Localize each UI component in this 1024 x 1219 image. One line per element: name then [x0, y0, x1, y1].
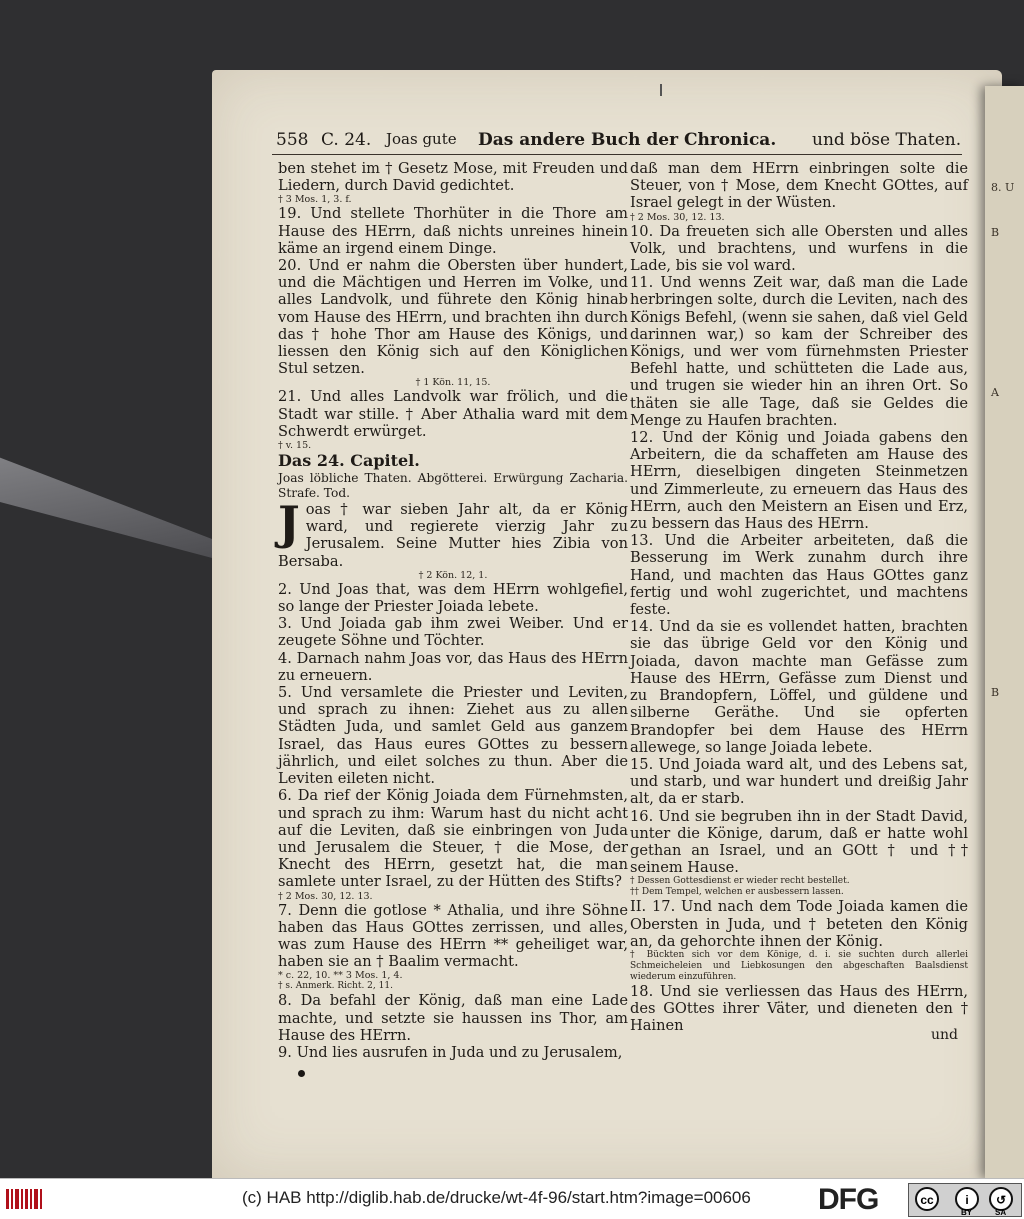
verse-9: 9. Und lies ausrufen in Juda und zu Jerusalem, [278, 1043, 623, 1061]
verse-16: 16. Und sie begruben ihn in der Stadt David, unter die Könige, darum, daß er hatte wohl gethan an Israel, und an GOtt † und †† seinem Hause. [630, 807, 968, 877]
verse-6: 6. Da rief der König Joiada dem Fürnehmsten, und sprach zu ihm: Warum hast du nicht acht auf die Leviten, daß sie einbringen von Juda und Jerusalem die Steuer, † die Mose, der Knecht des HErrn, gesetzt hat, die man samlete unter Israel, zu der Hütten des Stifts? [278, 787, 628, 891]
footnote-text: † Bückten sich vor dem Könige, d. i. sie suchten durch allerlei Schmeicheleien und Liebkosungen den abgeschaften Baalsdienst wiederum einzuführen. [630, 949, 968, 982]
verse-20: 20. Und er nahm die Obersten über hundert, und die Mächtigen und Herren im Volke, und alles Landvolk, und führete den König hinab vom Hause des HErrn, und brachten ihn durch das † hohe Thor am Hause des Königs, und liessen den König sich auf den Königlichen Stul setzen. [278, 257, 628, 378]
center-running-title: Das andere Buch der Chronica. [478, 130, 777, 150]
verse-text: daß man dem HErrn einbringen solte die Steuer, von † Mose, dem Knecht GOttes, auf Israel gelegt in der Wüsten. [630, 160, 968, 212]
verse-14: 14. Und da sie es vollendet hatten, brachten sie das übrige Geld vor den König und Joiada, davon machte man Gefässe zum Hause des HErrn, Gefässe zum Dienst und zu Brandopfern, Löffel, und güldene und silberne Geräthe. Und sie opferten Brandopfer bei dem Hause des HErrn allewege, so lange Joiada lebete. [630, 618, 968, 756]
share-alike-icon: ↺ [989, 1187, 1013, 1211]
ink-dot [298, 1070, 305, 1077]
right-running-title: und böse Thaten. [812, 130, 962, 150]
copyright-link[interactable]: (c) HAB http://diglib.hab.de/drucke/wt-4f-96/start.htm?image=00606 [242, 1188, 751, 1207]
verse-10: 10. Da freueten sich alle Obersten und alles Volk, und brachtens, und wurfens in die Lade, bis sie vol ward. [630, 222, 968, 275]
footnote-ref: † 1 Kön. 11, 15. [415, 377, 491, 389]
license-sa-label: SA [995, 1208, 1007, 1217]
viewer-footer [0, 1178, 1024, 1219]
footnote-ref: * c. 22, 10. ** 3 Mos. 1, 4. [278, 970, 403, 982]
attribution-icon: i [955, 1187, 979, 1211]
verse-8: 8. Da befahl der König, daß man eine Lade machte, und setzte sie haussen ins Thor, am Hause des HErrn. [278, 992, 628, 1044]
right-column [630, 160, 968, 1035]
verse-4: 4. Darnach nahm Joas vor, das Haus des HErrn zu erneuern. [278, 649, 628, 684]
left-running-title: Joas gute [386, 130, 457, 148]
footnote-ref: † 2 Mos. 30, 12. 13. [630, 211, 725, 223]
footnote-ref: † v. 15. [278, 440, 312, 452]
verse-2: 2. Und Joas that, was dem HErrn wohlgefiel, so lange der Priester Joiada lebete. [278, 580, 628, 616]
chapter-summary: Joas löbliche Thaten. Abgötterei. Erwürgung Zacharia. Strafe. Tod. [278, 471, 628, 501]
drop-cap: J [278, 496, 300, 551]
dfg-logo[interactable]: DFG [818, 1183, 879, 1216]
header-rule [272, 154, 962, 155]
library-barcode-icon [6, 1187, 42, 1211]
footnote-text: † Dessen Gottesdienst er wieder recht bestellet. [630, 876, 850, 887]
footnote-ref: † 3 Mos. 1, 3. f. [278, 194, 352, 206]
verse-12: 12. Und der König und Joiada gabens den Arbeitern, die da schaffeten am Hause des HErrn, dieselbigen dingeten Steinmetzen und Zimmerleute, zu erneuern das Haus des HErrn, auch den Meistern an Eisen und Erz, zu bessern das Haus des HErrn. [630, 429, 968, 533]
footnote-ref: † 2 Mos. 30, 12. 13. [278, 890, 373, 902]
verse-5: 5. Und versamlete die Priester und Leviten, und sprach zu ihnen: Ziehet aus zu allen Städten Juda, und samlet Geld aus ganzem Israel, das Haus eures GOttes zu bessern jährlich, und eilet solches zu thun. Aber die Leviten eileten nicht. [278, 684, 628, 788]
chapter-title: Das 24. Capitel. [278, 451, 420, 471]
footnote-ref: † 2 Kön. 12, 1. [418, 569, 488, 581]
chapter-ref: C. 24. [321, 130, 372, 150]
verse-19: 19. Und stellete Thorhüter in die Thore am Hause des HErrn, daß nichts unreines hinein käme an irgend einem Dinge. [278, 205, 628, 257]
footnote-text: †† Dem Tempel, welchen er ausbessern lassen. [630, 887, 844, 898]
left-column [278, 160, 628, 1061]
verse-15: 15. Und Joiada ward alt, und des Lebens sat, und starb, und war hundert und dreißig Jahr alt, da er starb. [630, 755, 968, 808]
verse-17: II. 17. Und nach dem Tode Joiada kamen die Obersten in Juda, und † beteten den König an, da gehorchte ihnen der König. [630, 898, 968, 950]
cc-icon: cc [915, 1187, 939, 1211]
verse-3: 3. Und Joiada gab ihm zwei Weiber. Und er zeugete Söhne und Töchter. [278, 615, 628, 650]
verse-18: 18. Und sie verliessen das Haus des HErrn, des GOttes ihrer Väter, und dieneten den † Hainen [630, 982, 968, 1035]
verse-11: 11. Und wenns Zeit war, daß man die Lade herbringen solte, durch die Leviten, nach des Königs Befehl, (wenn sie sahen, daß viel Geld darinnen war,) so kam der Schreiber des Königs, und wer vom fürnehmsten Priester Befehl hatte, und schütteten die Lade aus, und trugen sie wieder hin an ihren Ort. So thäten sie alle Tage, daß sie Geldes die Menge zu Haufen brachten. [630, 274, 968, 429]
verse-7: 7. Denn die gotlose * Athalia, und ihre Söhne haben das Haus GOttes zerrissen, und alles, was zum Hause des HErrn ** geheiliget war, haben sie an † Baalim vermacht. [278, 901, 628, 971]
verse-1: oas † war sieben Jahr alt, da er König ward, und regierete vierzig Jahr zu Jerusalem. Seine Mutter hies Zibia von Bersaba. [278, 501, 628, 570]
verse-text: ben stehet im † Gesetz Mose, mit Freuden und Liedern, durch David gedichtet. [278, 160, 628, 195]
license-by-label: BY [961, 1208, 973, 1217]
facing-page-edge: 8. U B A B [985, 86, 1024, 1178]
verse-13: 13. Und die Arbeiter arbeiteten, daß die Besserung im Werk zunahm durch ihre Hand, und machten das Haus GOttes ganz fertig und wohl zugerichtet, und machtens feste. [630, 532, 968, 619]
verse-21: 21. Und alles Landvolk war frölich, und die Stadt war stille. † Aber Athalia ward mit dem Schwerdt erwürget. [278, 388, 628, 440]
page-number: 558 [276, 130, 309, 150]
license-badge[interactable] [908, 1183, 1022, 1217]
page-mark [660, 84, 662, 96]
catchword: und [931, 1027, 958, 1043]
footnote-ref: † s. Anmerk. Richt. 2, 11. [278, 981, 393, 992]
